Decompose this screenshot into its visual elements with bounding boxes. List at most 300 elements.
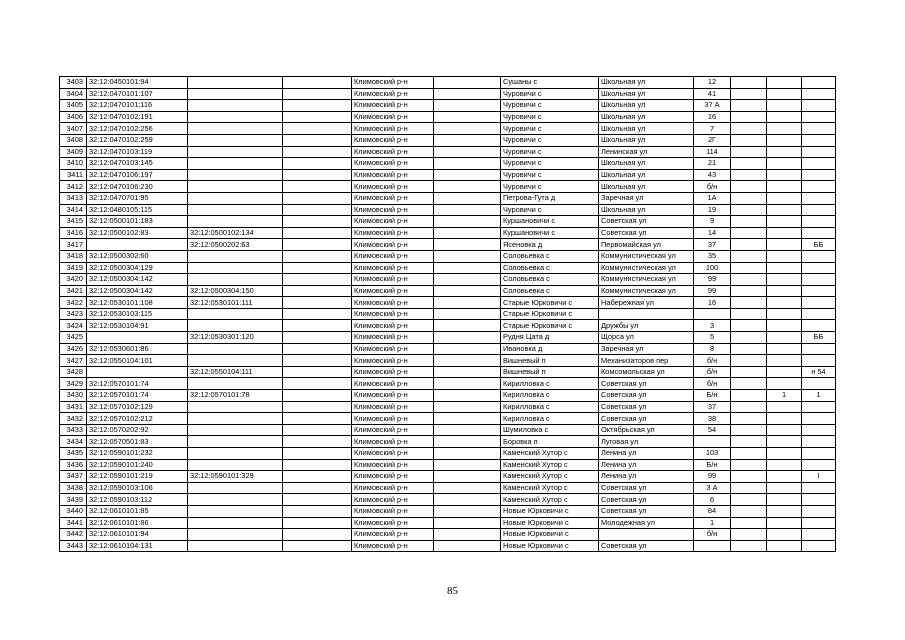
cell-row-number: 3426 <box>60 343 87 355</box>
cell-settlement: Каменский Хутор с <box>501 471 599 483</box>
cell-col-11 <box>767 529 802 541</box>
registry-table <box>59 76 836 552</box>
cell-extra-col <box>283 332 352 344</box>
cell-cadastral-number: 32:12:0450101:94 <box>87 77 188 89</box>
cell-extra-col <box>283 540 352 552</box>
cell-col-10 <box>731 227 767 239</box>
cell-cadastral-number-2: 32:12:0530301:120 <box>188 332 283 344</box>
cell-col-11 <box>767 77 802 89</box>
cell-house-number: б/н <box>694 378 731 390</box>
table-row <box>60 192 836 204</box>
cell-col-12 <box>802 378 836 390</box>
cell-blank-col <box>434 343 501 355</box>
cell-extra-col <box>283 517 352 529</box>
cell-row-number: 3410 <box>60 158 87 170</box>
cell-col-10 <box>731 134 767 146</box>
cell-street: Советская ул <box>599 540 694 552</box>
cell-blank-col <box>434 111 501 123</box>
cell-col-12 <box>802 88 836 100</box>
cell-col-10 <box>731 436 767 448</box>
table-row <box>60 471 836 483</box>
cell-house-number: б/н <box>694 529 731 541</box>
cell-district: Климовский р-н <box>352 366 434 378</box>
table-row <box>60 459 836 471</box>
cell-row-number: 3443 <box>60 540 87 552</box>
cell-col-12: I <box>802 471 836 483</box>
cell-district: Климовский р-н <box>352 505 434 517</box>
table-row <box>60 343 836 355</box>
cell-cadastral-number-2 <box>188 308 283 320</box>
cell-col-11: 1 <box>767 390 802 402</box>
cell-col-10 <box>731 332 767 344</box>
cell-col-12 <box>802 216 836 228</box>
cell-row-number: 3419 <box>60 262 87 274</box>
cell-district: Климовский р-н <box>352 88 434 100</box>
cell-settlement: Чуровичи с <box>501 158 599 170</box>
cell-col-11 <box>767 494 802 506</box>
cell-row-number: 3406 <box>60 111 87 123</box>
table-row <box>60 366 836 378</box>
table-row <box>60 401 836 413</box>
cell-street: Коммунистическая ул <box>599 285 694 297</box>
cell-col-12 <box>802 459 836 471</box>
cell-settlement: Вишневый п <box>501 366 599 378</box>
cell-extra-col <box>283 390 352 402</box>
cell-street: Советская ул <box>599 401 694 413</box>
cell-row-number: 3405 <box>60 100 87 112</box>
cell-col-10 <box>731 88 767 100</box>
cell-row-number: 3430 <box>60 390 87 402</box>
cell-extra-col <box>283 482 352 494</box>
cell-cadastral-number-2 <box>188 378 283 390</box>
cell-blank-col <box>434 448 501 460</box>
cell-cadastral-number: 32:12:0590101:240 <box>87 459 188 471</box>
cell-row-number: 3420 <box>60 274 87 286</box>
cell-settlement: Куршановичи с <box>501 227 599 239</box>
cell-blank-col <box>434 332 501 344</box>
cell-row-number: 3404 <box>60 88 87 100</box>
cell-row-number: 3437 <box>60 471 87 483</box>
cell-blank-col <box>434 262 501 274</box>
cell-blank-col <box>434 134 501 146</box>
table-row <box>60 77 836 89</box>
cell-col-10 <box>731 378 767 390</box>
cell-district: Климовский р-н <box>352 424 434 436</box>
cell-cadastral-number: 32:12:0570101:74 <box>87 378 188 390</box>
cell-house-number <box>694 308 731 320</box>
cell-col-11 <box>767 448 802 460</box>
cell-col-11 <box>767 366 802 378</box>
cell-row-number: 3415 <box>60 216 87 228</box>
cell-blank-col <box>434 100 501 112</box>
cell-settlement: Чуровичи с <box>501 181 599 193</box>
cell-blank-col <box>434 401 501 413</box>
cell-settlement: Боровка п <box>501 436 599 448</box>
cell-col-11 <box>767 216 802 228</box>
cell-col-11 <box>767 274 802 286</box>
cell-blank-col <box>434 204 501 216</box>
table-row <box>60 111 836 123</box>
cell-settlement: Каменский Хутор с <box>501 448 599 460</box>
cell-row-number: 3431 <box>60 401 87 413</box>
cell-cadastral-number: 32:12:0500302:60 <box>87 250 188 262</box>
cell-row-number: 3412 <box>60 181 87 193</box>
cell-extra-col <box>283 424 352 436</box>
cell-district: Климовский р-н <box>352 216 434 228</box>
cell-extra-col <box>283 274 352 286</box>
cell-cadastral-number-2 <box>188 146 283 158</box>
cell-extra-col <box>283 529 352 541</box>
table-row <box>60 505 836 517</box>
cell-col-10 <box>731 274 767 286</box>
cell-extra-col <box>283 436 352 448</box>
cell-extra-col <box>283 250 352 262</box>
cell-col-12 <box>802 274 836 286</box>
cell-district: Климовский р-н <box>352 262 434 274</box>
cell-settlement: Кирилловка с <box>501 401 599 413</box>
cell-extra-col <box>283 505 352 517</box>
table-row <box>60 332 836 344</box>
cell-col-10 <box>731 413 767 425</box>
cell-cadastral-number-2 <box>188 111 283 123</box>
cell-row-number: 3417 <box>60 239 87 251</box>
cell-cadastral-number <box>87 239 188 251</box>
cell-col-10 <box>731 471 767 483</box>
cell-house-number: Б/н <box>694 390 731 402</box>
cell-col-10 <box>731 517 767 529</box>
cell-street: Школьная ул <box>599 123 694 135</box>
cell-street <box>599 308 694 320</box>
cell-cadastral-number-2 <box>188 343 283 355</box>
cell-col-11 <box>767 471 802 483</box>
cell-col-12 <box>802 227 836 239</box>
cell-district: Климовский р-н <box>352 517 434 529</box>
cell-extra-col <box>283 204 352 216</box>
cell-col-12 <box>802 169 836 181</box>
cell-row-number: 3427 <box>60 355 87 367</box>
cell-row-number: 3441 <box>60 517 87 529</box>
cell-col-12 <box>802 494 836 506</box>
cell-settlement: Каменский Хутор с <box>501 494 599 506</box>
cell-street: Школьная ул <box>599 111 694 123</box>
cell-cadastral-number-2: 32:12:0500102:134 <box>188 227 283 239</box>
cell-house-number: 100 <box>694 262 731 274</box>
cell-street: Советская ул <box>599 216 694 228</box>
cell-house-number: 37 <box>694 401 731 413</box>
table-row <box>60 285 836 297</box>
cell-cadastral-number: 32:12:0470101:107 <box>87 88 188 100</box>
cell-col-12 <box>802 262 836 274</box>
cell-settlement: Петрова-Гута д <box>501 192 599 204</box>
cell-house-number <box>694 436 731 448</box>
cell-settlement: Кирилловка с <box>501 378 599 390</box>
cell-cadastral-number-2 <box>188 413 283 425</box>
cell-district: Климовский р-н <box>352 494 434 506</box>
cell-extra-col <box>283 459 352 471</box>
cell-col-10 <box>731 204 767 216</box>
cell-district: Климовский р-н <box>352 111 434 123</box>
cell-row-number: 3436 <box>60 459 87 471</box>
cell-street: Набережная ул <box>599 297 694 309</box>
cell-col-11 <box>767 540 802 552</box>
cell-extra-col <box>283 146 352 158</box>
cell-cadastral-number <box>87 332 188 344</box>
cell-district: Климовский р-н <box>352 471 434 483</box>
cell-col-11 <box>767 100 802 112</box>
cell-cadastral-number-2 <box>188 88 283 100</box>
cell-blank-col <box>434 274 501 286</box>
cell-district: Климовский р-н <box>352 100 434 112</box>
cell-extra-col <box>283 494 352 506</box>
cell-blank-col <box>434 250 501 262</box>
table-row <box>60 146 836 158</box>
cell-extra-col <box>283 471 352 483</box>
cell-col-11 <box>767 459 802 471</box>
cell-row-number: 3439 <box>60 494 87 506</box>
cell-district: Климовский р-н <box>352 308 434 320</box>
cell-extra-col <box>283 134 352 146</box>
cell-district: Климовский р-н <box>352 343 434 355</box>
cell-col-11 <box>767 355 802 367</box>
cell-house-number: 99 <box>694 274 731 286</box>
cell-blank-col <box>434 88 501 100</box>
cell-settlement: Новые Юрковичи с <box>501 529 599 541</box>
cell-cadastral-number-2: 32:12:0550104:111 <box>188 366 283 378</box>
table-row <box>60 134 836 146</box>
cell-district: Климовский р-н <box>352 123 434 135</box>
cell-col-12 <box>802 100 836 112</box>
cell-house-number: 1А <box>694 192 731 204</box>
cell-district: Климовский р-н <box>352 285 434 297</box>
cell-col-11 <box>767 413 802 425</box>
cell-col-12 <box>802 505 836 517</box>
table-row <box>60 250 836 262</box>
cell-cadastral-number-2 <box>188 482 283 494</box>
cell-col-12 <box>802 482 836 494</box>
cell-settlement: Чуровичи с <box>501 169 599 181</box>
cell-street: Советская ул <box>599 378 694 390</box>
cell-house-number: б/н <box>694 366 731 378</box>
cell-house-number: 14 <box>694 227 731 239</box>
cell-cadastral-number-2 <box>188 169 283 181</box>
cell-district: Климовский р-н <box>352 378 434 390</box>
cell-cadastral-number-2 <box>188 274 283 286</box>
cell-col-12: 1 <box>802 390 836 402</box>
cell-extra-col <box>283 77 352 89</box>
cell-settlement: Чуровичи с <box>501 134 599 146</box>
cell-row-number: 3434 <box>60 436 87 448</box>
cell-col-10 <box>731 250 767 262</box>
cell-blank-col <box>434 378 501 390</box>
cell-cadastral-number-2 <box>188 216 283 228</box>
cell-row-number: 3421 <box>60 285 87 297</box>
cell-street: Школьная ул <box>599 88 694 100</box>
cell-col-10 <box>731 343 767 355</box>
table-row <box>60 297 836 309</box>
cell-blank-col <box>434 436 501 448</box>
cell-settlement: Соловьевка с <box>501 250 599 262</box>
cell-blank-col <box>434 540 501 552</box>
cell-cadastral-number: 32:12:0590101:232 <box>87 448 188 460</box>
cell-col-12 <box>802 320 836 332</box>
cell-extra-col <box>283 169 352 181</box>
cell-street: Советская ул <box>599 482 694 494</box>
cell-blank-col <box>434 123 501 135</box>
cell-extra-col <box>283 262 352 274</box>
cell-street: Луговая ул <box>599 436 694 448</box>
cell-blank-col <box>434 355 501 367</box>
cell-extra-col <box>283 355 352 367</box>
cell-cadastral-number: 32:12:0470103:145 <box>87 158 188 170</box>
cell-col-11 <box>767 192 802 204</box>
cell-cadastral-number-2: 32:12:0590101:329 <box>188 471 283 483</box>
cell-col-12 <box>802 250 836 262</box>
cell-cadastral-number: 32:12:0480105:115 <box>87 204 188 216</box>
cell-settlement: Старые Юрковичи с <box>501 297 599 309</box>
cell-street: Школьная ул <box>599 100 694 112</box>
cell-extra-col <box>283 297 352 309</box>
cell-col-11 <box>767 123 802 135</box>
cell-cadastral-number: 32:12:0470106:197 <box>87 169 188 181</box>
cell-district: Климовский р-н <box>352 274 434 286</box>
cell-extra-col <box>283 216 352 228</box>
cell-col-12 <box>802 413 836 425</box>
cell-col-11 <box>767 262 802 274</box>
cell-street <box>599 529 694 541</box>
cell-col-12: ББ <box>802 239 836 251</box>
cell-settlement: Кирилловка с <box>501 413 599 425</box>
cell-cadastral-number: 32:12:0530104:91 <box>87 320 188 332</box>
cell-house-number: 16 <box>694 111 731 123</box>
cell-street: Коммунистическая ул <box>599 274 694 286</box>
table-row <box>60 274 836 286</box>
cell-settlement: Каменский Хутор с <box>501 482 599 494</box>
table-row <box>60 448 836 460</box>
cell-district: Климовский р-н <box>352 436 434 448</box>
cell-cadastral-number-2: 32:12:0500202:63 <box>188 239 283 251</box>
cell-settlement: Соловьевка с <box>501 274 599 286</box>
cell-col-11 <box>767 146 802 158</box>
cell-cadastral-number: 32:12:0470103:119 <box>87 146 188 158</box>
cell-house-number: 2Г <box>694 134 731 146</box>
cell-col-11 <box>767 436 802 448</box>
cell-settlement: Рудня Цата д <box>501 332 599 344</box>
cell-cadastral-number-2 <box>188 436 283 448</box>
table-row <box>60 239 836 251</box>
cell-street: Школьная ул <box>599 158 694 170</box>
cell-cadastral-number: 32:12:0570102:212 <box>87 413 188 425</box>
cell-house-number: 7 <box>694 123 731 135</box>
cell-settlement: Ивановка д <box>501 343 599 355</box>
cell-cadastral-number: 32:12:0610104:131 <box>87 540 188 552</box>
cell-col-12 <box>802 343 836 355</box>
cell-settlement: Сушаны с <box>501 77 599 89</box>
cell-blank-col <box>434 471 501 483</box>
cell-house-number: 99 <box>694 285 731 297</box>
cell-cadastral-number: 32:12:0500304:142 <box>87 285 188 297</box>
cell-row-number: 3438 <box>60 482 87 494</box>
cell-settlement: Соловьевка с <box>501 285 599 297</box>
cell-blank-col <box>434 413 501 425</box>
cell-street: Коммунистическая ул <box>599 262 694 274</box>
cell-col-10 <box>731 158 767 170</box>
cell-blank-col <box>434 494 501 506</box>
cell-blank-col <box>434 227 501 239</box>
cell-col-12 <box>802 401 836 413</box>
cell-row-number: 3416 <box>60 227 87 239</box>
cell-col-10 <box>731 308 767 320</box>
cell-extra-col <box>283 123 352 135</box>
cell-cadastral-number: 32:12:0500102:83 <box>87 227 188 239</box>
cell-col-11 <box>767 169 802 181</box>
cell-col-11 <box>767 297 802 309</box>
cell-blank-col <box>434 239 501 251</box>
cell-extra-col <box>283 448 352 460</box>
cell-district: Климовский р-н <box>352 448 434 460</box>
cell-settlement: Соловьевка с <box>501 262 599 274</box>
cell-settlement: Чуровичи с <box>501 146 599 158</box>
table-row <box>60 308 836 320</box>
cell-col-12 <box>802 158 836 170</box>
cell-blank-col <box>434 181 501 193</box>
cell-district: Климовский р-н <box>352 158 434 170</box>
cell-district: Климовский р-н <box>352 227 434 239</box>
cell-blank-col <box>434 505 501 517</box>
cell-street: Советская ул <box>599 227 694 239</box>
cell-extra-col <box>283 239 352 251</box>
cell-col-10 <box>731 216 767 228</box>
cell-blank-col <box>434 517 501 529</box>
cell-cadastral-number: 32:12:0530101:108 <box>87 297 188 309</box>
cell-row-number: 3428 <box>60 366 87 378</box>
cell-col-12 <box>802 285 836 297</box>
cell-col-10 <box>731 169 767 181</box>
cell-district: Климовский р-н <box>352 250 434 262</box>
cell-col-10 <box>731 448 767 460</box>
cell-house-number: 8 <box>694 343 731 355</box>
cell-col-10 <box>731 482 767 494</box>
cell-blank-col <box>434 77 501 89</box>
cell-col-12 <box>802 297 836 309</box>
cell-settlement: Новые Юрковичи с <box>501 540 599 552</box>
cell-house-number: 35 <box>694 250 731 262</box>
cell-col-12 <box>802 192 836 204</box>
cell-cadastral-number-2: 32:12:0500304:150 <box>188 285 283 297</box>
cell-extra-col <box>283 413 352 425</box>
cell-row-number: 3424 <box>60 320 87 332</box>
table-row <box>60 227 836 239</box>
cell-street: Заречная ул <box>599 192 694 204</box>
cell-district: Климовский р-н <box>352 134 434 146</box>
cell-col-10 <box>731 401 767 413</box>
cell-house-number: 103 <box>694 448 731 460</box>
cell-cadastral-number-2: 32:12:0570101:78 <box>188 390 283 402</box>
cell-street: Ленина ул <box>599 471 694 483</box>
cell-col-12 <box>802 540 836 552</box>
cell-row-number: 3425 <box>60 332 87 344</box>
cell-settlement: Старые Юрковичи с <box>501 320 599 332</box>
cell-cadastral-number: 32:12:0570202:92 <box>87 424 188 436</box>
cell-street: Коммунистическая ул <box>599 250 694 262</box>
cell-street: Советская ул <box>599 505 694 517</box>
table-row <box>60 262 836 274</box>
cell-cadastral-number-2 <box>188 448 283 460</box>
cell-district: Климовский р-н <box>352 355 434 367</box>
cell-row-number: 3433 <box>60 424 87 436</box>
cell-blank-col <box>434 459 501 471</box>
cell-district: Климовский р-н <box>352 181 434 193</box>
cell-col-12 <box>802 146 836 158</box>
